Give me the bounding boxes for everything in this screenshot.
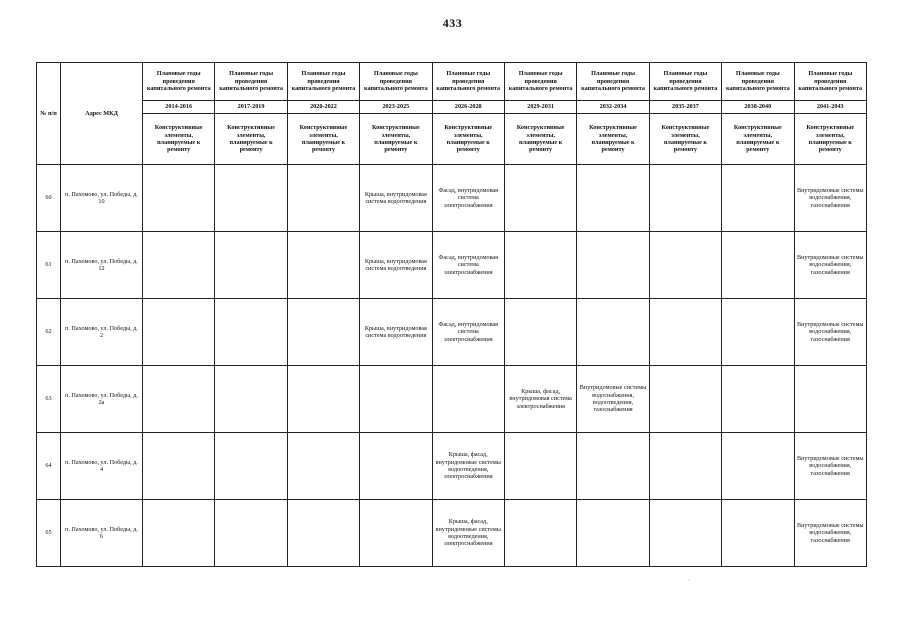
repair-elements-cell: Крыша, фасад, внутридомовые системы водоотведения, электроснабжения (432, 433, 504, 500)
year-range-header: 2014-2016 (143, 101, 215, 114)
repair-elements-cell (504, 500, 576, 567)
repair-elements-cell (287, 299, 359, 366)
repair-elements-cell (794, 366, 866, 433)
year-range-header: 2038-2040 (722, 101, 794, 114)
repair-elements-cell (287, 232, 359, 299)
table-row (37, 165, 867, 232)
repair-elements-cell (215, 165, 287, 232)
year-ranges-header-row (37, 101, 867, 114)
repair-elements-cell (143, 165, 215, 232)
column-header-number: № п/п (37, 63, 61, 165)
repair-elements-cell: Внутридомовые системы водоснабжения, газоснабжения (794, 500, 866, 567)
row-address: п. Пахомово, ул. Победы, д. 2 (61, 299, 143, 366)
repair-elements-cell (215, 433, 287, 500)
repair-elements-cell: Внутридомовые системы водоснабжения, газоснабжения (794, 433, 866, 500)
repair-schedule-table (36, 62, 867, 567)
repair-elements-cell (577, 299, 649, 366)
year-range-header: 2017-2019 (215, 101, 287, 114)
repair-elements-cell (215, 299, 287, 366)
repair-elements-cell (649, 299, 721, 366)
repair-elements-cell (432, 366, 504, 433)
repair-elements-cell (143, 299, 215, 366)
repair-elements-cell (215, 366, 287, 433)
plan-years-header: Плановые годы проведения капитального ремонта (794, 63, 866, 101)
elements-header-row (37, 114, 867, 165)
repair-elements-cell (360, 433, 432, 500)
repair-elements-cell (722, 165, 794, 232)
repair-elements-cell: Крыша, внутридомовая система водоотведения (360, 299, 432, 366)
repair-elements-cell (649, 500, 721, 567)
repair-elements-cell: Внутридомовые системы водоснабжения, газоснабжения (794, 299, 866, 366)
plan-years-header: Плановые годы проведения капитального ремонта (143, 63, 215, 101)
row-number: 60 (37, 165, 61, 232)
repair-elements-cell (722, 232, 794, 299)
repair-elements-cell (215, 500, 287, 567)
table-header (37, 63, 867, 165)
repair-elements-cell (577, 500, 649, 567)
repair-elements-cell (649, 165, 721, 232)
year-range-header: 2035-2037 (649, 101, 721, 114)
row-number: 61 (37, 232, 61, 299)
row-number: 65 (37, 500, 61, 567)
repair-elements-cell (577, 165, 649, 232)
repair-elements-cell (143, 433, 215, 500)
elements-header: Конструктивные элементы, планируемые к ремонту (287, 114, 359, 165)
plan-years-header: Плановые годы проведения капитального ремонта (287, 63, 359, 101)
row-number: 63 (37, 366, 61, 433)
repair-elements-cell (287, 500, 359, 567)
table-row (37, 299, 867, 366)
repair-elements-cell: Крыша, фасад, внутридомовая система электроснабжения (504, 366, 576, 433)
year-range-header: 2032-2034 (577, 101, 649, 114)
repair-elements-cell (577, 433, 649, 500)
elements-header: Конструктивные элементы, планируемые к ремонту (577, 114, 649, 165)
row-address: п. Пахомово, ул. Победы, д. 2а (61, 366, 143, 433)
elements-header: Конструктивные элементы, планируемые к ремонту (649, 114, 721, 165)
repair-elements-cell: Фасад, внутридомовая система электроснабжения (432, 165, 504, 232)
plan-years-header-row (37, 63, 867, 101)
repair-elements-cell (360, 366, 432, 433)
plan-years-header: Плановые годы проведения капитального ремонта (649, 63, 721, 101)
row-address: п. Пахомово, ул. Победы, д. 4 (61, 433, 143, 500)
repair-elements-cell (649, 366, 721, 433)
repair-elements-cell: Внутридомовые системы водоснабжения, газоснабжения (794, 165, 866, 232)
row-address: п. Пахомово, ул. Победы, д. 12 (61, 232, 143, 299)
year-range-header: 2029-2031 (504, 101, 576, 114)
repair-elements-cell (722, 366, 794, 433)
repair-elements-cell (649, 433, 721, 500)
row-address: п. Пахомово, ул. Победы, д. 6 (61, 500, 143, 567)
repair-elements-cell (504, 232, 576, 299)
repair-elements-cell (215, 232, 287, 299)
repair-elements-cell: Внутридомовые системы водоснабжения, газоснабжения (794, 232, 866, 299)
repair-elements-cell: Крыша, фасад, внутридомовые системы водоотведения, электроснабжения (432, 500, 504, 567)
repair-elements-cell (143, 232, 215, 299)
repair-elements-cell (649, 232, 721, 299)
repair-elements-cell (287, 433, 359, 500)
repair-elements-cell: Крыша, внутридомовая система водоотведения (360, 232, 432, 299)
plan-years-header: Плановые годы проведения капитального ремонта (504, 63, 576, 101)
plan-years-header: Плановые годы проведения капитального ремонта (360, 63, 432, 101)
repair-elements-cell (143, 500, 215, 567)
table-body (37, 165, 867, 567)
repair-elements-cell (722, 433, 794, 500)
plan-years-header: Плановые годы проведения капитального ремонта (722, 63, 794, 101)
repair-elements-cell (504, 299, 576, 366)
year-range-header: 2020-2022 (287, 101, 359, 114)
row-number: 64 (37, 433, 61, 500)
row-address: п. Пахомово, ул. Победы, д. 10 (61, 165, 143, 232)
repair-elements-cell (287, 366, 359, 433)
scan-mark: · (688, 578, 690, 584)
elements-header: Конструктивные элементы, планируемые к ремонту (504, 114, 576, 165)
elements-header: Конструктивные элементы, планируемые к ремонту (360, 114, 432, 165)
repair-elements-cell: Внутридомовые системы водоснабжения, водоотведения, газоснабжения (577, 366, 649, 433)
repair-elements-cell: Крыша, внутридомовая система водоотведения (360, 165, 432, 232)
repair-elements-cell (360, 500, 432, 567)
elements-header: Конструктивные элементы, планируемые к ремонту (794, 114, 866, 165)
elements-header: Конструктивные элементы, планируемые к ремонту (722, 114, 794, 165)
repair-elements-cell (504, 165, 576, 232)
repair-elements-cell: Фасад, внутридомовая система электроснабжения (432, 232, 504, 299)
repair-elements-cell (722, 500, 794, 567)
elements-header: Конструктивные элементы, планируемые к ремонту (143, 114, 215, 165)
elements-header: Конструктивные элементы, планируемые к ремонту (432, 114, 504, 165)
plan-years-header: Плановые годы проведения капитального ремонта (432, 63, 504, 101)
table-row (37, 366, 867, 433)
year-range-header: 2041-2043 (794, 101, 866, 114)
table-row (37, 500, 867, 567)
year-range-header: 2026-2028 (432, 101, 504, 114)
repair-elements-cell: Фасад, внутридомовая система электроснабжения (432, 299, 504, 366)
repair-elements-cell (287, 165, 359, 232)
page-number: 433 (442, 16, 463, 30)
elements-header: Конструктивные элементы, планируемые к ремонту (215, 114, 287, 165)
repair-elements-cell (577, 232, 649, 299)
table-row (37, 232, 867, 299)
repair-elements-cell (504, 433, 576, 500)
row-number: 62 (37, 299, 61, 366)
plan-years-header: Плановые годы проведения капитального ремонта (577, 63, 649, 101)
year-range-header: 2023-2025 (360, 101, 432, 114)
repair-elements-cell (143, 366, 215, 433)
column-header-address: Адрес МКД (61, 63, 143, 165)
repair-elements-cell (722, 299, 794, 366)
plan-years-header: Плановые годы проведения капитального ремонта (215, 63, 287, 101)
table-row (37, 433, 867, 500)
